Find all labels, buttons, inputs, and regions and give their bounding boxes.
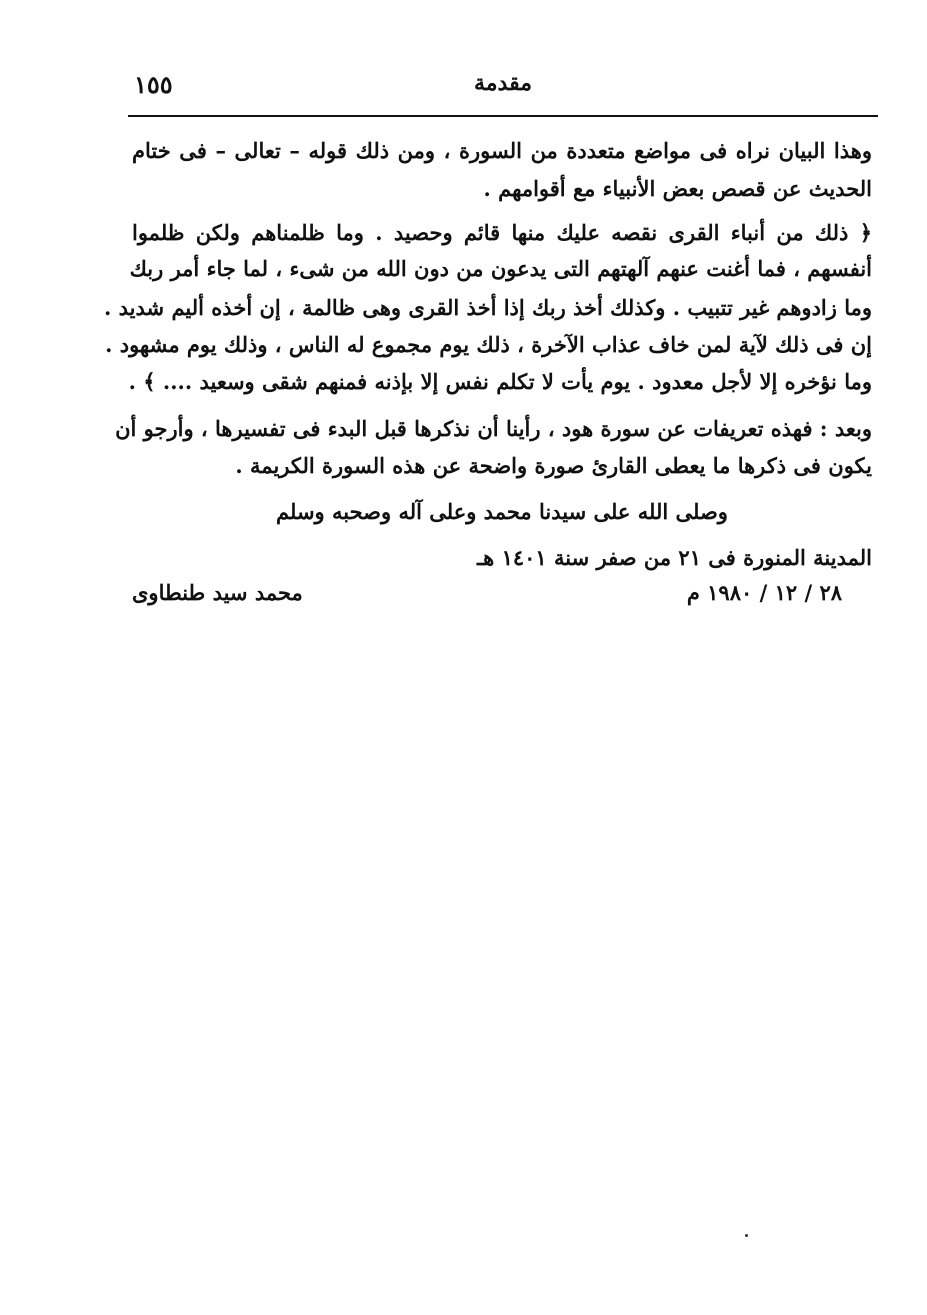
page-header: [128, 66, 878, 106]
date-gregorian: ٢٨ / ١٢ / ١٩٨٠ م: [686, 580, 842, 605]
quote-line: وما نؤخره إلا لأجل معدود . يوم يأت لا تكلم نفس إلا بإذنه فمنهم شقى وسعيد .... ﴾ .: [128, 369, 872, 394]
signature-row: [132, 580, 872, 614]
paragraph-line: الحديث عن قصص بعض الأنبياء مع أقوامهم .: [483, 176, 872, 201]
page-number: ١٥٥: [134, 70, 173, 99]
quote-line: إن فى ذلك لآية لمن خاف عذاب الآخرة ، ذلك يوم مجموع له الناس ، وذلك يوم مشهود .: [105, 332, 872, 357]
running-title: مقدمة: [473, 70, 533, 96]
quote-line: أنفسهم ، فما أغنت عنهم آلهتهم التى يدعون من دون الله من شىء ، لما جاء أمر ربك: [129, 256, 872, 281]
quote-line: وما زادوهم غير تتبيب . وكذلك أخذ ربك إذا أخذ القرى وهى ظالمة ، إن أخذه أليم شديد .: [104, 295, 872, 320]
paragraph-line: وهذا البيان نراه فى مواضع متعددة من السورة ، ومن ذلك قوله – تعالى – فى ختام: [132, 138, 872, 163]
page-speck: [745, 1234, 748, 1237]
paragraph-line: وبعد : فهذه تعريفات عن سورة هود ، رأينا أن نذكرها قبل البدء فى تفسيرها ، وأرجو أن: [115, 416, 872, 441]
place-date-hijri: المدينة المنورة فى ٢١ من صفر سنة ١٤٠١ هـ: [477, 545, 872, 570]
salutation-line: وصلى الله على سيدنا محمد وعلى آله وصحبه وسلم: [276, 499, 728, 524]
header-rule: [128, 115, 878, 117]
paragraph-line: يكون فى ذكرها ما يعطى القارئ صورة واضحة عن هذه السورة الكريمة .: [235, 453, 872, 478]
quote-line: ﴿ ذلك من أنباء القرى نقصه عليك منها قائم وحصيد . وما ظلمناهم ولكن ظلموا: [132, 220, 872, 245]
author-signature: محمد سيد طنطاوى: [132, 580, 303, 605]
